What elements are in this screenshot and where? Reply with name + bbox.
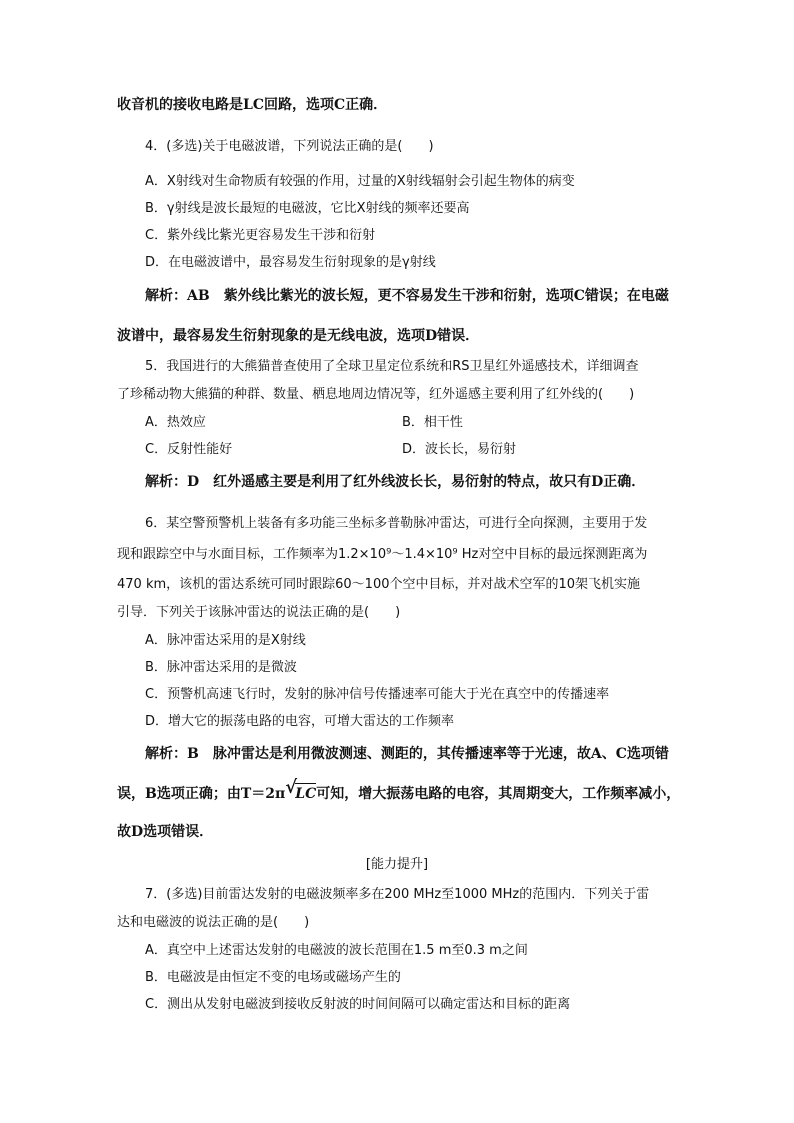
text-line: 了珍稀动物大熊猫的种群、数量、栖息地周边情况等，红外遥感主要利用了红外线的( ) <box>117 387 635 402</box>
text-line: 收音机的接收电路是LC回路，选项C正确． <box>117 97 388 113</box>
text-line: C．反射性能好 <box>145 442 233 457</box>
formula-line <box>117 777 681 803</box>
text-line: A．热效应 <box>145 415 206 430</box>
text-line: 引导．下列关于该脉冲雷达的说法正确的是( ) <box>117 605 401 620</box>
text-line: 解析：D 红外遥感主要是利用了红外线波长长，易衍射的特点，故只有D正确． <box>145 474 646 490</box>
text-line: A．X射线对生命物质有较强的作用，过量的X射线辐射会引起生物体的病变 <box>145 174 575 189</box>
text-line: 470 km，该机的雷达系统可同时跟踪60～100个空中目标，并对战术空军的10架飞机实施 <box>117 577 641 592</box>
text-line: 达和电磁波的说法正确的是( ) <box>117 915 310 930</box>
text-line: B．相干性 <box>402 415 463 430</box>
formula-line-after: 可知，增大振荡电路的电容，其周期变大，工作频率减小， <box>316 786 681 802</box>
text-line: C．预警机高速飞行时，发射的脉冲信号传播速率可能大于光在真空中的传播速率 <box>145 687 610 702</box>
text-line: 故D选项错误． <box>117 824 214 840</box>
text-line: B．脉冲雷达采用的是微波 <box>145 660 297 675</box>
text-line: 解析：B 脉冲雷达是利用微波测速、测距的，其传播速率等于光速，故A、C选项错 <box>145 746 669 762</box>
text-line: D．增大它的振荡电路的电容，可增大雷达的工作频率 <box>145 714 455 729</box>
text-line: D．在电磁波谱中，最容易发生衍射现象的是γ射线 <box>145 255 436 270</box>
text-line: C．测出从发射电磁波到接收反射波的时间间隔可以确定雷达和目标的距离 <box>145 997 571 1012</box>
text-line: 4．(多选)关于电磁波谱，下列说法正确的是( ) <box>145 139 434 154</box>
text-line: B．γ射线是波长最短的电磁波，它比X射线的频率还要高 <box>145 201 470 216</box>
text-line: 现和跟踪空中与水面目标，工作频率为1.2×10⁹～1.4×10⁹ Hz对空中目标的最远探测距离为 <box>117 547 648 562</box>
text-line: A．真空中上述雷达发射的电磁波的波长范围在1.5 m至0.3 m之间 <box>145 943 528 958</box>
text-line: C．紫外线比紫光更容易发生干涉和衍射 <box>145 228 376 243</box>
text-line: A．脉冲雷达采用的是X射线 <box>145 633 306 648</box>
formula-line-before: 误，B选项正确；由T＝2π <box>117 786 286 802</box>
text-line: 6．某空警预警机上装备有多功能三坐标多普勒脉冲雷达，可进行全向探测，主要用于发 <box>145 516 648 531</box>
sqrt-radicand: LC <box>295 783 316 802</box>
text-line: D．波长长，易衍射 <box>402 442 517 457</box>
text-line: 7．(多选)目前雷达发射的电磁波频率多在200 MHz至1000 MHz的范围内．下列关于雷 <box>145 887 650 902</box>
text-line: 5．我国进行的大熊猫普查使用了全球卫星定位系统和RS卫星红外遥感技术，详细调查 <box>145 359 639 374</box>
text-line: 波谱中，最容易发生衍射现象的是无线电波，选项D错误． <box>117 328 480 344</box>
text-line: B．电磁波是由恒定不变的电场或磁场产生的 <box>145 970 401 985</box>
sqrt-lc: √ LC <box>285 777 317 802</box>
section-title: [能力提升] <box>365 857 429 872</box>
text-line: 解析：AB 紫外线比紫光的波长短，更不容易发生干涉和衍射，选项C错误；在电磁 <box>145 288 669 304</box>
